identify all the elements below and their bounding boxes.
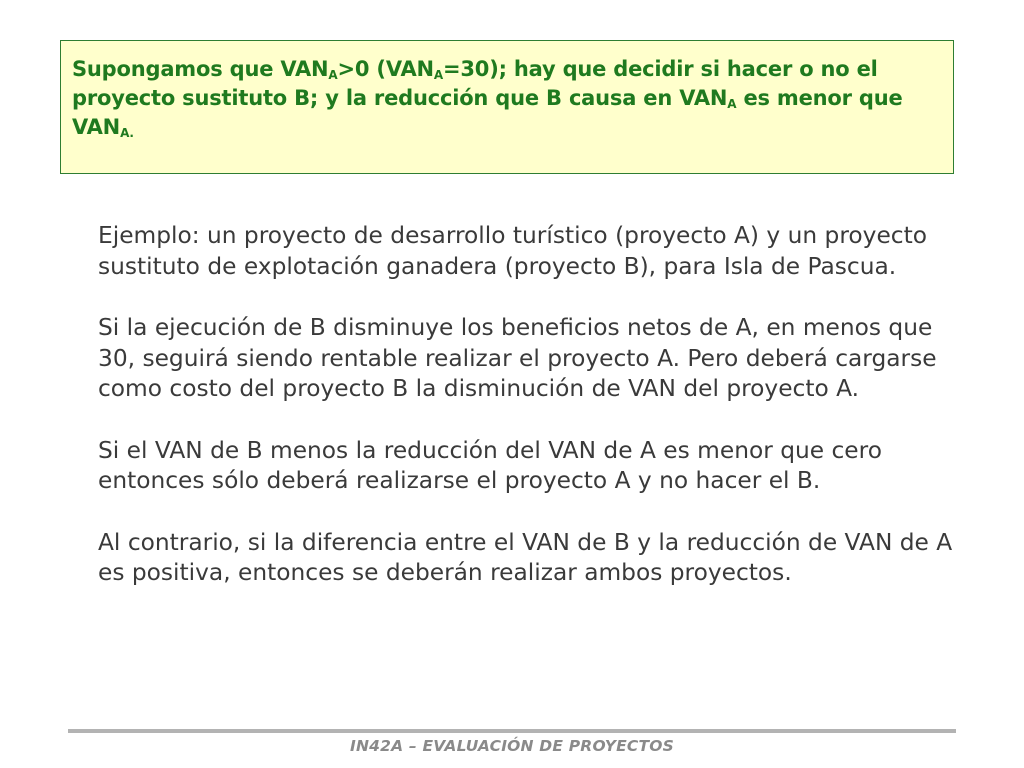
callout-segment-2: >0 (VAN (337, 57, 434, 81)
callout-segment-3: =30); hay que decidir si hacer o no el proyecto sustituto B; y la reducción que B causa en VAN (72, 57, 878, 110)
callout-subscript-4: A. (120, 126, 134, 140)
callout-segment-1: Supongamos que VAN (72, 57, 329, 81)
slide-body (98, 221, 958, 620)
callout-subscript-1: A (328, 68, 338, 82)
callout-segment-4: es menor que VAN (72, 86, 903, 139)
callout-subscript-3: A (727, 97, 737, 111)
negative-difference-paragraph: Si el VAN de B menos la reducción del VAN de A es menor que cero entonces sólo deberá realizarse el proyecto A y no hacer el B. (98, 436, 882, 494)
assumption-callout-text (72, 55, 943, 142)
callout-subscript-2: A (433, 68, 443, 82)
course-footer-label: IN42A – EVALUACIÓN DE PROYECTOS (350, 737, 674, 755)
assumption-callout-box (60, 40, 954, 174)
example-paragraph: Ejemplo: un proyecto de desarrollo turístico (proyecto A) y un proyecto sustituto de explotación ganadera (proyecto B), para Isla de Pascua. (98, 222, 927, 280)
reduction-less-than-30-paragraph: Si la ejecución de B disminuye los beneficios netos de A, en menos que 30, seguirá siendo rentable realizar el proyecto A. Pero deberá cargarse como costo del proyecto B la disminución de VAN del proyecto A. (98, 314, 937, 402)
positive-difference-paragraph: Al contrario, si la diferencia entre el VAN de B y la reducción de VAN de A es positiva, entonces se deberán realizar ambos proyectos. (98, 528, 953, 586)
footer-divider (68, 729, 956, 733)
